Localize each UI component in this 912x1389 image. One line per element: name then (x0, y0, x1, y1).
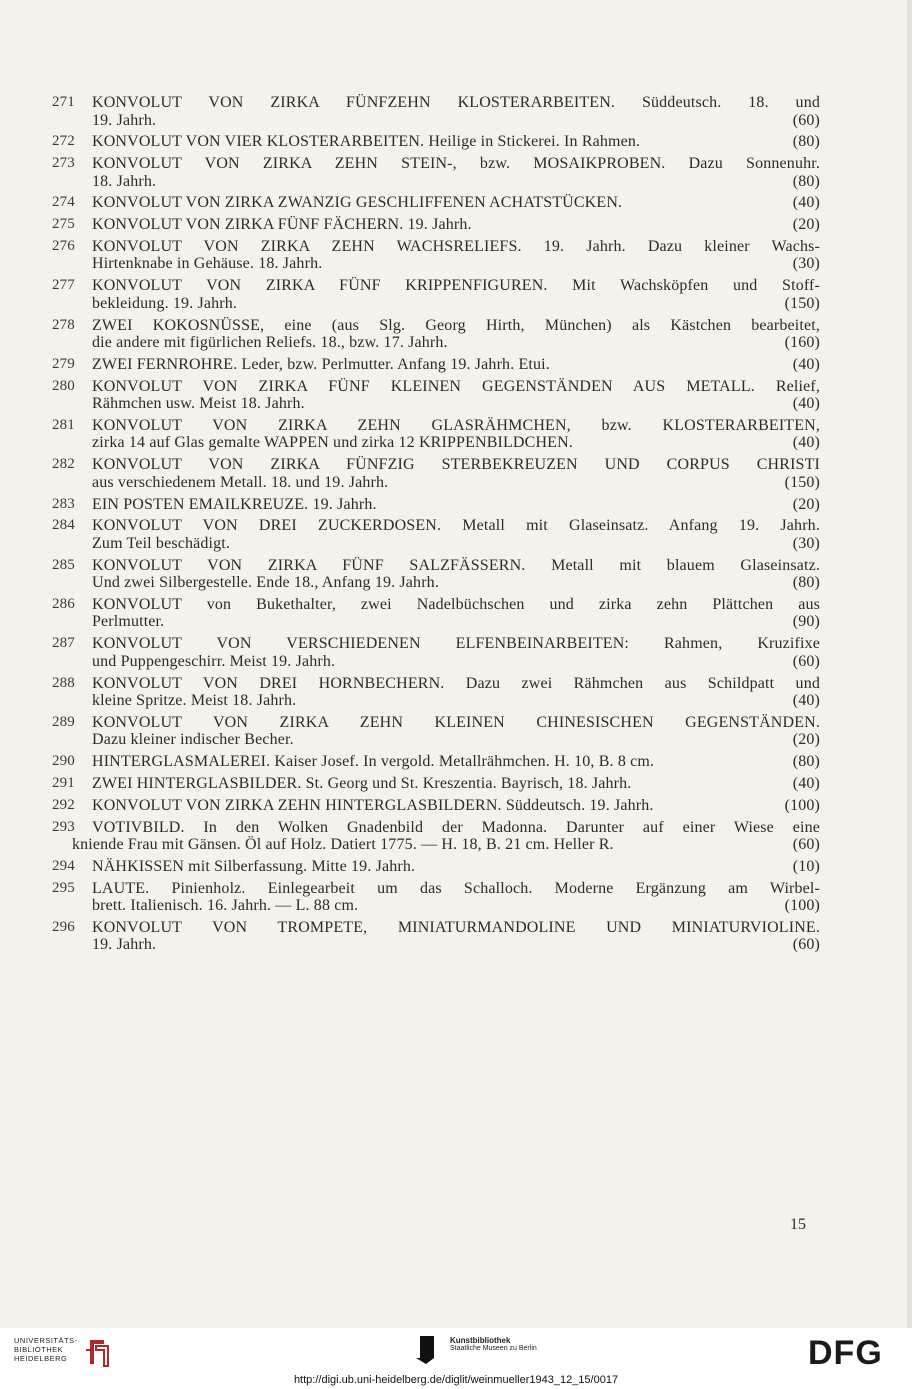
estimate-price: (160) (784, 334, 820, 352)
estimate-price: (100) (784, 796, 820, 814)
lot-number: 285 (52, 556, 75, 573)
estimate-price: (150) (784, 294, 820, 312)
catalog-entry (44, 277, 820, 312)
description-last-line (92, 936, 820, 954)
scan-edge (907, 0, 912, 1328)
lot-number: 286 (52, 595, 75, 612)
description-last-line (92, 858, 820, 876)
description-last-line (92, 434, 820, 452)
description-line: ZWEI KOKOSNÜSSE, eine (aus Slg. Georg Hirth, München) als Kästchen bearbeitet, (92, 316, 820, 334)
ub-heidelberg-logo[interactable] (14, 1334, 114, 1370)
catalog-entry (44, 356, 820, 374)
lot-number: 282 (52, 456, 75, 473)
lot-description (92, 216, 820, 234)
kunstbibliothek-subtitle: Staatliche Museen zu Berlin (450, 1345, 537, 1352)
lot-description (92, 356, 820, 374)
lot-number: 271 (52, 94, 75, 110)
description-last-line (92, 897, 820, 915)
description-line: KONVOLUT VON ZIRKA FÜNF KRIPPENFIGUREN. Mit Wachsköpfen und Stoff- (92, 277, 820, 295)
description-text: aus verschiedenem Metall. 18. und 19. Jahrh. (92, 473, 389, 491)
estimate-price: (60) (792, 936, 820, 954)
description-last-line (92, 797, 820, 815)
catalog-entry (44, 880, 820, 915)
description-line: KONVOLUT VON ZIRKA ZEHN STEIN-, bzw. MOSAIKPROBEN. Dazu Sonnenuhr. (92, 155, 820, 173)
catalog-entry (44, 819, 820, 854)
catalog-entry (44, 94, 820, 129)
description-text: kniende Frau mit Gänsen. Öl auf Holz. Datiert 1775. — H. 18, B. 21 cm. Heller R. (72, 836, 614, 854)
lot-description (92, 194, 820, 212)
lot-description (92, 238, 820, 273)
lot-number: 279 (52, 355, 75, 372)
estimate-price: (30) (792, 255, 820, 273)
estimate-price: (10) (792, 857, 820, 875)
lot-number: 284 (52, 517, 75, 534)
estimate-price: (100) (784, 897, 820, 915)
footer-bar (0, 1328, 912, 1389)
ub-logo-text (14, 1336, 78, 1363)
description-text: KONVOLUT VON VIER KLOSTERARBEITEN. Heilige in Stickerei. In Rahmen. (92, 133, 641, 151)
catalog-entry (44, 919, 820, 954)
lot-number: 278 (52, 316, 75, 333)
catalog-entry (44, 858, 820, 876)
description-text: 19. Jahrh. (92, 111, 157, 129)
description-text: kleine Spritze. Meist 18. Jahrh. (92, 692, 297, 710)
catalog-entries (44, 94, 820, 958)
lot-number: 274 (52, 194, 75, 211)
lot-description (72, 818, 820, 854)
lot-number: 272 (52, 133, 75, 150)
lot-description (92, 675, 820, 710)
description-line: KONVOLUT VON DREI HORNBECHERN. Dazu zwei Rähmchen aus Schildpatt und (92, 674, 820, 692)
lot-description (92, 155, 820, 190)
description-text: NÄHKISSEN mit Silberfassung. Mitte 19. Jahrh. (92, 857, 416, 875)
lot-description (92, 378, 820, 413)
lot-description (92, 775, 820, 793)
description-line: KONVOLUT VON ZIRKA ZEHN WACHSRELIEFS. 19. Jahrh. Dazu kleiner Wachs- (92, 237, 820, 255)
description-text: Rähmchen usw. Meist 18. Jahrh. (92, 395, 305, 413)
description-last-line (92, 775, 820, 793)
description-last-line (92, 255, 820, 273)
estimate-price: (40) (792, 692, 820, 710)
description-text: KONVOLUT VON ZIRKA ZEHN HINTERGLASBILDERN. Süddeutsch. 19. Jahrh. (92, 796, 654, 814)
description-line: KONVOLUT VON ZIRKA FÜNFZEHN KLOSTERARBEITEN. Süddeutsch. 18. und (92, 94, 820, 111)
description-last-line (92, 173, 820, 191)
description-text: ZWEI HINTERGLASBILDER. St. Georg und St. Kreszentia. Bayrisch, 18. Jahrh. (92, 774, 632, 792)
description-text: Hirtenknabe in Gehäuse. 18. Jahrh. (92, 255, 323, 273)
lot-description (92, 635, 820, 670)
lot-description (92, 417, 820, 452)
description-line: VOTIVBILD. In den Wolken Gnadenbild der Madonna. Darunter auf einer Wiese eine (92, 818, 820, 836)
description-text: 18. Jahrh. (92, 172, 157, 190)
lot-number: 273 (52, 155, 75, 172)
lot-description (92, 517, 820, 552)
description-line: KONVOLUT VON TROMPETE, MINIATURMANDOLINE UND MINIATURVIOLINE. (92, 918, 820, 936)
description-text: bekleidung. 19. Jahrh. (92, 294, 238, 312)
lot-description (92, 858, 820, 876)
description-last-line (92, 474, 820, 492)
lot-number: 290 (52, 753, 75, 770)
estimate-price: (60) (792, 652, 820, 670)
lot-number: 288 (52, 674, 75, 691)
description-text: HINTERGLASMALEREI. Kaiser Josef. In vergold. Metallrähmchen. H. 10, B. 8 cm. (92, 753, 655, 771)
ub-mark-icon (84, 1336, 112, 1368)
catalog-entry (44, 496, 820, 514)
lot-number: 276 (52, 237, 75, 254)
lot-description (92, 456, 820, 491)
catalog-entry (44, 378, 820, 413)
estimate-price: (60) (792, 111, 820, 129)
description-line: LAUTE. Pinienholz. Einlegearbeit um das Schalloch. Moderne Ergänzung am Wirbel- (92, 879, 820, 897)
ub-logo-line: UNIVERSITÄTS- (14, 1336, 78, 1345)
estimate-price: (30) (792, 534, 820, 552)
catalog-entry (44, 557, 820, 592)
estimate-price: (150) (784, 473, 820, 491)
description-text: KONVOLUT VON ZIRKA FÜNF FÄCHERN. 19. Jahrh. (92, 216, 472, 234)
lot-description (92, 317, 820, 352)
catalog-entry (44, 216, 820, 234)
kunstbibliothek-text (450, 1336, 537, 1352)
estimate-price: (40) (792, 355, 820, 373)
lot-description (92, 753, 820, 771)
estimate-price: (80) (792, 753, 820, 771)
description-text: zirka 14 auf Glas gemalte WAPPEN und zirka 12 KRIPPENBILDCHEN. (92, 434, 573, 452)
estimate-price: (20) (792, 731, 820, 749)
lot-description (92, 557, 820, 592)
description-last-line (92, 356, 820, 374)
lot-number: 280 (52, 377, 75, 394)
description-last-line (92, 395, 820, 413)
description-last-line (92, 295, 820, 313)
catalog-entry (44, 317, 820, 352)
description-line: KONVOLUT VON ZIRKA ZEHN GLASRÄHMCHEN, bzw. KLOSTERARBEITEN, (92, 416, 820, 434)
lot-number: 291 (52, 774, 75, 791)
description-last-line (92, 216, 820, 234)
description-text: EIN POSTEN EMAILKREUZE. 19. Jahrh. (92, 495, 377, 513)
catalog-entry (44, 775, 820, 793)
lot-description (92, 94, 820, 129)
estimate-price: (80) (792, 574, 820, 592)
catalog-entry (44, 238, 820, 273)
lot-number: 283 (52, 495, 75, 512)
lot-description (92, 596, 820, 631)
description-last-line (92, 194, 820, 212)
estimate-price: (20) (792, 216, 820, 234)
catalog-entry (44, 133, 820, 151)
description-text: und Puppengeschirr. Meist 19. Jahrh. (92, 652, 336, 670)
description-text: Dazu kleiner indischer Becher. (92, 731, 294, 749)
description-last-line (92, 535, 820, 553)
description-last-line (92, 574, 820, 592)
lot-description (92, 496, 820, 514)
estimate-price: (40) (792, 395, 820, 413)
catalog-entry (44, 797, 820, 815)
description-text: brett. Italienisch. 16. Jahrh. — L. 88 cm. (92, 897, 359, 915)
ub-logo-line: BIBLIOTHEK (14, 1345, 64, 1354)
lot-number: 289 (52, 713, 75, 730)
page-number: 15 (790, 1216, 806, 1233)
description-line: KONVOLUT VON ZIRKA FÜNFZIG STERBEKREUZEN UND CORPUS CHRISTI (92, 456, 820, 474)
estimate-price: (90) (792, 613, 820, 631)
description-last-line (92, 133, 820, 151)
description-text: die andere mit figürlichen Reliefs. 18., bzw. 17. Jahrh. (92, 334, 448, 352)
estimate-price: (40) (792, 194, 820, 212)
catalog-entry (44, 417, 820, 452)
lot-description (92, 277, 820, 312)
description-last-line (92, 112, 820, 130)
estimate-price: (40) (792, 434, 820, 452)
description-text: Zum Teil beschädigt. (92, 534, 230, 552)
description-line: KONVOLUT VON ZIRKA FÜNF SALZFÄSSERN. Metall mit blauem Glaseinsatz. (92, 556, 820, 574)
catalog-entry (44, 194, 820, 212)
source-url[interactable]: http://digi.ub.uni-heidelberg.de/diglit/weinmueller1943_12_15/0017 (293, 1374, 619, 1386)
description-line: KONVOLUT VON VERSCHIEDENEN ELFENBEINARBEITEN: Rahmen, Kruzifixe (92, 635, 820, 653)
kunstbibliothek-mark-icon (416, 1334, 442, 1364)
description-text: 19. Jahrh. (92, 936, 157, 954)
estimate-price: (80) (792, 172, 820, 190)
lot-number: 277 (52, 277, 75, 294)
catalog-entry (44, 753, 820, 771)
catalog-entry (44, 714, 820, 749)
lot-number: 275 (52, 216, 75, 233)
lot-description (92, 919, 820, 954)
description-last-line (92, 496, 820, 514)
lot-description (92, 797, 820, 815)
estimate-price: (60) (792, 836, 820, 854)
estimate-price: (40) (792, 774, 820, 792)
lot-description (92, 880, 820, 915)
catalog-entry (44, 517, 820, 552)
catalog-entry (44, 596, 820, 631)
estimate-price: (80) (792, 133, 820, 151)
lot-description (92, 714, 820, 749)
description-last-line (92, 753, 820, 771)
lot-number: 294 (52, 857, 75, 874)
lot-number: 292 (52, 796, 75, 813)
lot-number: 295 (52, 879, 75, 896)
description-line: KONVOLUT VON DREI ZUCKERDOSEN. Metall mit Glaseinsatz. Anfang 19. Jahrh. (92, 517, 820, 535)
description-last-line (72, 836, 820, 854)
lot-number: 296 (52, 918, 75, 935)
lot-number: 281 (52, 416, 75, 433)
catalog-entry (44, 155, 820, 190)
dfg-logo[interactable]: DFG (808, 1334, 883, 1372)
catalog-entry (44, 675, 820, 710)
description-text: ZWEI FERNROHRE. Leder, bzw. Perlmutter. Anfang 19. Jahrh. Etui. (92, 355, 550, 373)
lot-description (92, 133, 820, 151)
description-last-line (92, 613, 820, 631)
description-last-line (92, 731, 820, 749)
description-text: Perlmutter. (92, 613, 165, 631)
ub-logo-line: HEIDELBERG (14, 1354, 68, 1363)
catalog-entry (44, 635, 820, 670)
description-last-line (92, 653, 820, 671)
description-text: KONVOLUT VON ZIRKA ZWANZIG GESCHLIFFENEN ACHATSTÜCKEN. (92, 194, 623, 212)
description-line: KONVOLUT VON ZIRKA ZEHN KLEINEN CHINESISCHEN GEGENSTÄNDEN. (92, 713, 820, 731)
lot-number: 287 (52, 635, 75, 652)
description-text: Und zwei Silbergestelle. Ende 18., Anfang 19. Jahrh. (92, 574, 439, 592)
estimate-price: (20) (792, 495, 820, 513)
description-last-line (92, 692, 820, 710)
catalog-entry (44, 456, 820, 491)
lot-number: 293 (52, 818, 75, 835)
description-line: KONVOLUT VON ZIRKA FÜNF KLEINEN GEGENSTÄNDEN AUS METALL. Relief, (92, 377, 820, 395)
kunstbibliothek-name: Kunstbibliothek (450, 1336, 511, 1345)
description-last-line (92, 334, 820, 352)
description-line: KONVOLUT von Bukethalter, zwei Nadelbüchschen und zirka zehn Plättchen aus (92, 595, 820, 613)
